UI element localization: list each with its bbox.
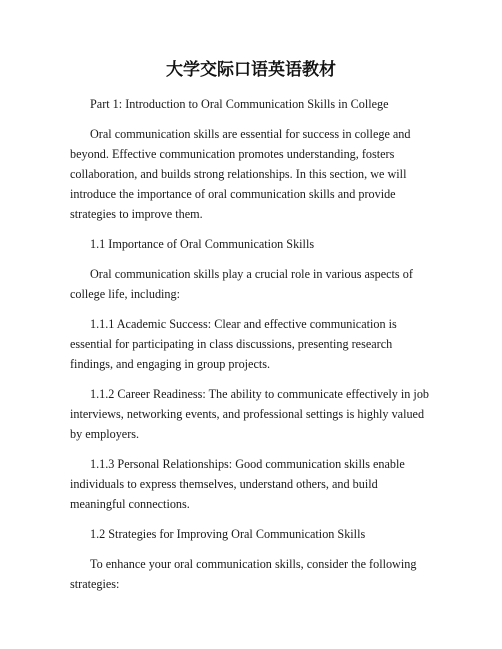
item-1-1-3: 1.1.3 Personal Relationships: Good communication skills enable individuals to express themselves, understand others, and build meaningful connections. — [70, 457, 405, 511]
document-title: 大学交际口语英语教材 — [166, 60, 336, 80]
section-heading-1-2: 1.2 Strategies for Improving Oral Communication Skills — [90, 527, 366, 541]
item-1-1-2: 1.1.2 Career Readiness: The ability to communicate effectively in job interviews, networking events, and professional settings is highly valued by employers. — [70, 387, 430, 441]
section-heading-1-1: 1.1 Importance of Oral Communication Skills — [90, 237, 315, 251]
document-body — [70, 94, 436, 604]
intro-paragraph: Oral communication skills are essential for success in college and beyond. Effective communication promotes understanding, fosters collaboration, and builds strong relationships. In this section, we will introduce the importance of oral communication skills and provide strategies to improve them. — [70, 127, 411, 221]
section-1-2-paragraph: To enhance your oral communication skills, consider the following strategies: — [70, 557, 417, 591]
section-1-1-paragraph: Oral communication skills play a crucial role in various aspects of college life, including: — [70, 267, 413, 301]
part-heading: Part 1: Introduction to Oral Communication Skills in College — [90, 97, 389, 111]
item-1-1-1: 1.1.1 Academic Success: Clear and effective communication is essential for participating in class discussions, presenting research findings, and engaging in group projects. — [70, 317, 397, 371]
